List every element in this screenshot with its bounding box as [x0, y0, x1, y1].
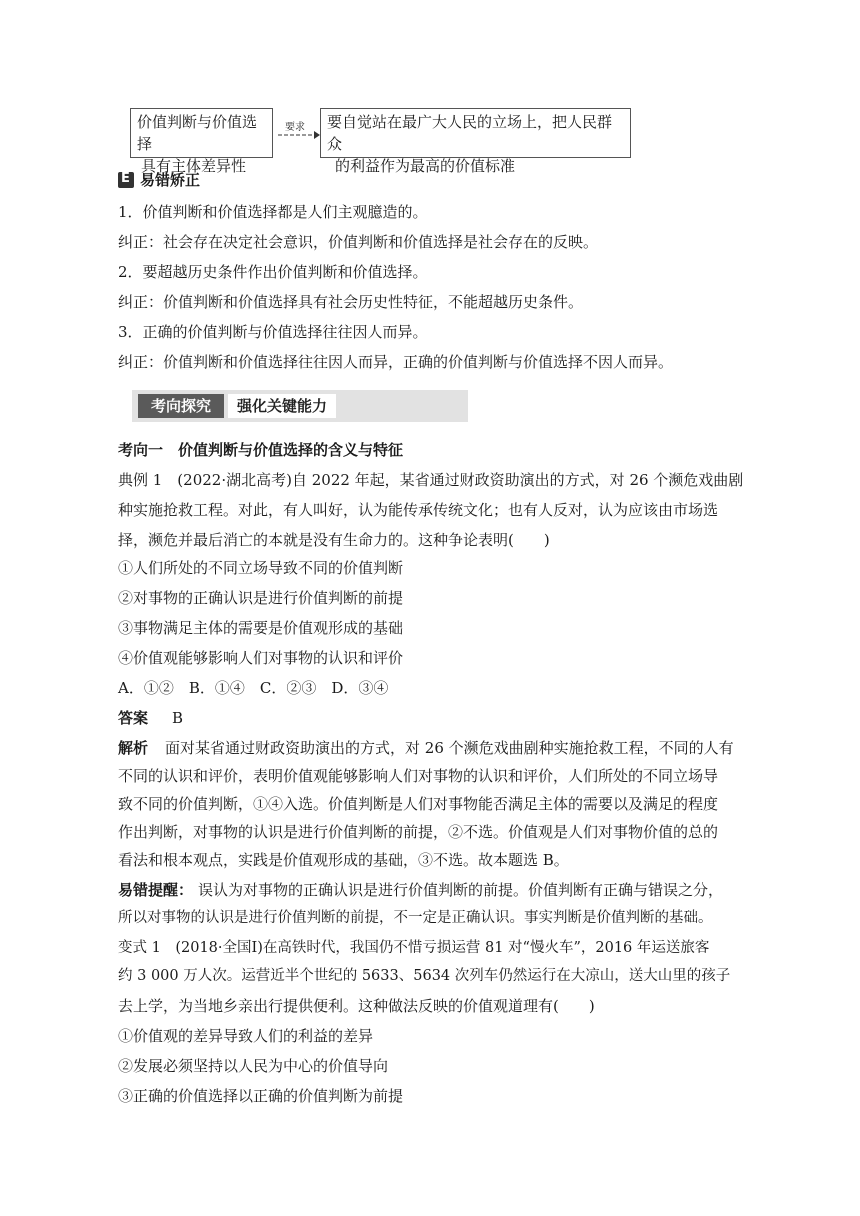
correction-item: 纠正：价值判断和价值选择往往因人而异，正确的价值判断与价值选择不因人而异。 [118, 353, 674, 371]
section-header-dark: 考向探究 [138, 394, 224, 418]
diagram-left-line-2: 具有主体差异性 [141, 157, 247, 175]
correction-item: 纠正：社会存在决定社会意识，价值判断和价值选择是社会存在的反映。 [118, 233, 599, 251]
diagram-left-line-1: 价值判断与价值选择 [137, 113, 258, 153]
analysis-line: 作出判断，对事物的认识是进行价值判断的前提，②不选。价值观是人们对事物价值的总的 [118, 823, 719, 841]
correction-item: 纠正：价值判断和价值选择具有社会历史性特征，不能超越历史条件。 [118, 293, 584, 311]
tip-line: 所以对事物的认识是进行价值判断的前提，不一定是正确认识。事实判断是价值判断的基础。 [118, 910, 713, 926]
e-icon: E [118, 172, 134, 188]
example-line: 择，濒危并最后消亡的本就是没有生命力的。这种争论表明( ) [118, 531, 550, 549]
analysis-line: 致不同的价值判断，①④入选。价值判断是人们对事物能否满足主体的需要以及满足的程度 [118, 795, 719, 813]
analysis-line: 看法和根本观点，实践是价值观形成的基础，③不选。故本题选 B。 [118, 851, 569, 869]
answer-value: B [172, 709, 184, 727]
example-option: ④价值观能够影响人们对事物的认识和评价 [118, 649, 404, 667]
arrow-right-icon [276, 130, 320, 140]
topic-title: 考向一 价值判断与价值选择的含义与特征 [118, 441, 404, 459]
correction-title: 易错矫正 [140, 171, 201, 189]
analysis-label: 解析 [118, 739, 149, 757]
variant-option: ①价值观的差异导致人们的利益的差异 [118, 1027, 374, 1045]
variant-option: ②发展必须坚持以人民为中心的价值导向 [118, 1057, 389, 1075]
variant-line: 去上学，为当地乡亲出行提供便利。这种做法反映的价值观道理有( ) [118, 997, 595, 1015]
correction-item: 1．价值判断和价值选择都是人们主观臆造的。 [118, 203, 428, 221]
example-option: ③事物满足主体的需要是价值观形成的基础 [118, 619, 404, 637]
diagram-right-line-1: 要自觉站在最广大人民的立场上，把人民群众 [327, 113, 613, 153]
example-option: ①人们所处的不同立场导致不同的价值判断 [118, 559, 404, 577]
diagram-left-box [130, 108, 273, 175]
analysis-line: 面对某省通过财政资助演出的方式，对 26 个濒危戏曲剧种实施抢救工程，不同的人有 [150, 739, 734, 757]
answer-label: 答案 [118, 709, 149, 727]
variant-option: ③正确的价值选择以正确的价值判断为前提 [118, 1087, 404, 1105]
example-option: ②对事物的正确认识是进行价值判断的前提 [118, 589, 404, 607]
diagram-right-line-2: 的利益作为最高的价值标准 [335, 157, 516, 175]
variant-line: 约 3 000 万人次。运营近半个世纪的 5633、5634 次列车仍然运行在大凉山，送大山里的孩子 [118, 968, 731, 984]
analysis-line: 不同的认识和评价，表明价值观能够影响人们对事物的认识和评价，人们所处的不同立场导 [118, 767, 719, 785]
tip-label: 易错提醒： [118, 881, 194, 899]
example-line: 种实施抢救工程。对此，有人叫好，认为能传承传统文化；也有人反对，认为应该由市场选 [118, 501, 719, 519]
correction-item: 3．正确的价值判断与价值选择往往因人而异。 [118, 323, 428, 341]
diagram-right-box [320, 108, 631, 175]
example-line: 典例 1 (2022·湖北高考)自 2022 年起，某省通过财政资助演出的方式，对 26 个濒危戏曲剧 [118, 471, 744, 489]
section-header [132, 390, 468, 422]
diagram-arrow-label: 要求 [285, 122, 305, 133]
variant-line: 变式 1 (2018·全国Ⅰ)在高铁时代，我国仍不惜亏损运营 81 对“慢火车”，2016 年运送旅客 [118, 940, 710, 956]
correction-item: 2．要超越历史条件作出价值判断和价值选择。 [118, 263, 428, 281]
example-choices: A．①② B．①④ C．②③ D．③④ [118, 679, 389, 697]
section-header-light: 强化关键能力 [228, 394, 336, 418]
tip-line: 误认为对事物的正确认识是进行价值判断的前提。价值判断有正确与错误之分， [198, 881, 724, 899]
